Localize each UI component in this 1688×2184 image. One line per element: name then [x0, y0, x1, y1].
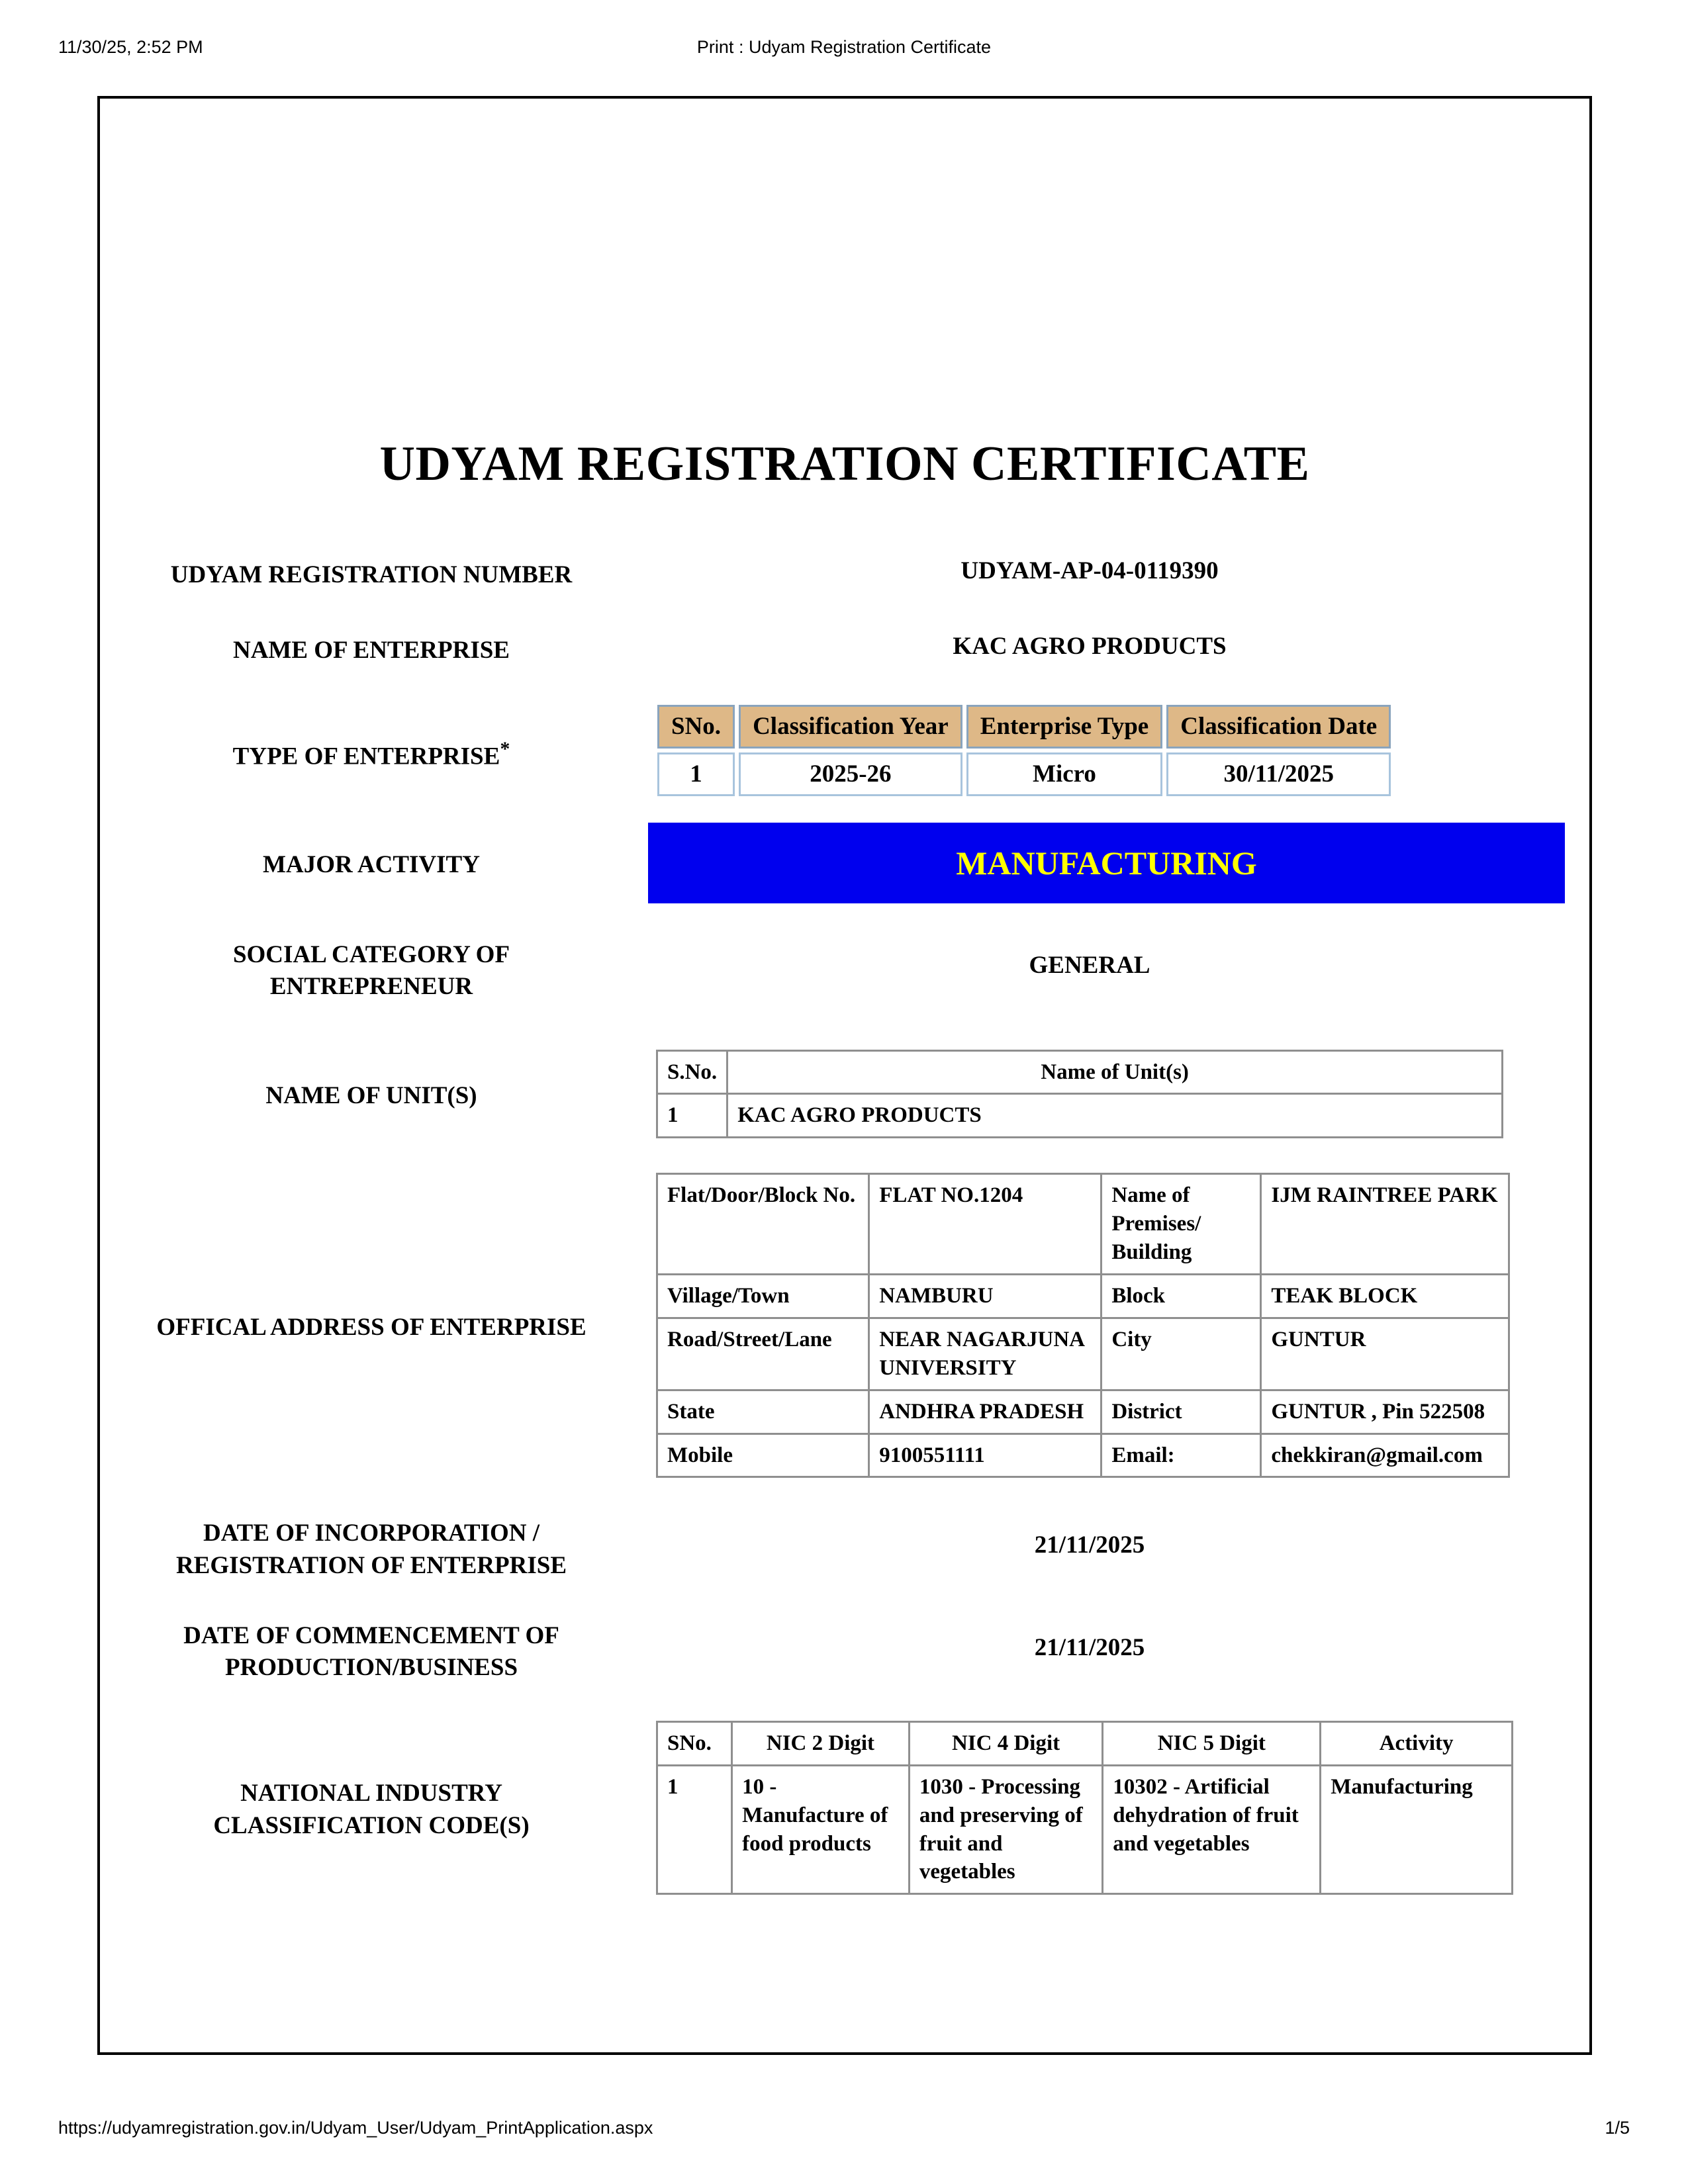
- label-date-of-commencement: [100, 1616, 643, 1684]
- table-row: [657, 1433, 1509, 1477]
- addr-key-block: Block: [1102, 1275, 1261, 1318]
- col-nic-sno: SNo.: [657, 1721, 732, 1765]
- print-footer-url[interactable]: https://udyamregistration.gov.in/Udyam_User/Udyam_PrintApplication.aspx: [58, 2118, 653, 2138]
- addr-val-state: ANDHRA PRADESH: [869, 1390, 1102, 1433]
- units-table: [656, 1050, 1503, 1139]
- col-nic-5-digit: NIC 5 Digit: [1103, 1721, 1321, 1765]
- addr-val-mobile: 9100551111: [869, 1433, 1102, 1477]
- cell-nic-4-digit: 1030 - Processing and preserving of fruit and vegetables: [909, 1765, 1102, 1894]
- table-row: [657, 1765, 1513, 1894]
- col-enterprise-type: Enterprise Type: [966, 705, 1163, 749]
- value-major-activity-wrap: [643, 823, 1589, 903]
- addr-val-email: chekkiran@gmail.com: [1261, 1433, 1509, 1477]
- certificate-fields: [100, 555, 1589, 1895]
- addr-key-flat: Flat/Door/Block No.: [657, 1174, 869, 1275]
- label-social-category-line2: ENTREPRENEUR: [269, 973, 473, 1001]
- field-date-of-commencement: [100, 1616, 1589, 1684]
- page-title: UDYAM REGISTRATION CERTIFICATE: [379, 437, 1310, 491]
- cell-enterprise-type: Micro: [966, 752, 1163, 796]
- col-classification-year: Classification Year: [739, 705, 962, 749]
- addr-val-premises: IJM RAINTREE PARK: [1261, 1174, 1509, 1275]
- value-name-of-enterprise: KAC AGRO PRODUCTS: [953, 633, 1227, 660]
- label-type-of-enterprise: [100, 732, 643, 772]
- classification-table: [653, 701, 1395, 800]
- addr-key-district: District: [1102, 1390, 1261, 1433]
- cell-classification-year: 2025-26: [739, 752, 962, 796]
- label-name-of-units: NAME OF UNIT(S): [265, 1081, 477, 1109]
- label-official-address: OFFICAL ADDRESS OF ENTERPRISE: [156, 1313, 586, 1341]
- label-nic-codes-line2: CLASSIFICATION CODE(S): [213, 1811, 530, 1839]
- cell-unit-sno: 1: [657, 1094, 727, 1138]
- label-major-activity: MAJOR ACTIVITY: [263, 851, 480, 879]
- table-row: [657, 1094, 1503, 1138]
- cell-nic-sno: 1: [657, 1765, 732, 1894]
- label-date-of-commencement-line2: PRODUCTION/BUSINESS: [224, 1653, 518, 1681]
- col-nic-4-digit: NIC 4 Digit: [909, 1721, 1102, 1765]
- address-table: [656, 1173, 1510, 1478]
- col-nic-2-digit: NIC 2 Digit: [732, 1721, 910, 1765]
- cell-nic-5-digit: 10302 - Artificial dehydration of fruit and vegetables: [1103, 1765, 1321, 1894]
- addr-val-road: NEAR NAGARJUNA UNIVERSITY: [869, 1318, 1102, 1390]
- label-date-of-incorporation: [100, 1514, 643, 1581]
- label-social-category-line1: SOCIAL CATEGORY OF: [232, 941, 510, 969]
- addr-val-block: TEAK BLOCK: [1261, 1275, 1509, 1318]
- label-date-of-commencement-line1: DATE OF COMMENCEMENT OF: [183, 1621, 559, 1649]
- value-social-category: GENERAL: [1029, 952, 1150, 979]
- cell-sno: 1: [657, 752, 735, 796]
- col-sno: SNo.: [657, 705, 735, 749]
- table-row: [657, 752, 1391, 796]
- required-asterisk: *: [500, 737, 510, 760]
- addr-key-state: State: [657, 1390, 869, 1433]
- label-name-of-enterprise: NAME OF ENTERPRISE: [232, 637, 510, 664]
- col-classification-date: Classification Date: [1166, 705, 1391, 749]
- field-type-of-enterprise: [100, 704, 1589, 800]
- table-row: [657, 1318, 1509, 1390]
- value-date-of-incorporation: 21/11/2025: [1034, 1531, 1145, 1559]
- field-major-activity: [100, 823, 1589, 903]
- label-social-category: [100, 935, 643, 1003]
- table-row: [657, 1275, 1509, 1318]
- field-official-address: [100, 1173, 1589, 1478]
- value-nic-codes: [643, 1721, 1589, 1895]
- label-registration-number: UDYAM REGISTRATION NUMBER: [170, 561, 573, 588]
- label-type-of-enterprise-text: TYPE OF ENTERPRISE: [232, 742, 500, 770]
- field-registration-number: [100, 555, 1589, 591]
- table-row: [657, 1390, 1509, 1433]
- col-unit-sno: S.No.: [657, 1050, 727, 1094]
- certificate-page: [97, 96, 1592, 2055]
- table-header-row: [657, 1050, 1503, 1094]
- cell-nic-activity: Manufacturing: [1321, 1765, 1513, 1894]
- field-name-of-units: [100, 1050, 1589, 1139]
- value-date-of-commencement: 21/11/2025: [1034, 1633, 1145, 1661]
- nic-table: [656, 1721, 1513, 1895]
- table-header-row: [657, 705, 1391, 749]
- addr-key-email: Email:: [1102, 1433, 1261, 1477]
- print-header: [0, 37, 1688, 64]
- addr-val-city: GUNTUR: [1261, 1318, 1509, 1390]
- addr-key-mobile: Mobile: [657, 1433, 869, 1477]
- field-name-of-enterprise: [100, 631, 1589, 666]
- table-row: [657, 1174, 1509, 1275]
- addr-val-flat: FLAT NO.1204: [869, 1174, 1102, 1275]
- cell-classification-date: 30/11/2025: [1166, 752, 1391, 796]
- print-timestamp: 11/30/25, 2:52 PM: [58, 37, 203, 57]
- field-social-category: [100, 935, 1589, 1003]
- addr-val-village: NAMBURU: [869, 1275, 1102, 1318]
- major-activity-banner: MANUFACTURING: [648, 823, 1565, 903]
- addr-key-village: Village/Town: [657, 1275, 869, 1318]
- value-registration-number: UDYAM-AP-04-0119390: [961, 557, 1219, 584]
- label-nic-codes: [100, 1774, 643, 1841]
- print-footer-page: 1/5: [1605, 2118, 1630, 2138]
- label-date-of-incorporation-line1: DATE OF INCORPORATION /: [203, 1520, 540, 1547]
- label-nic-codes-line1: NATIONAL INDUSTRY: [240, 1780, 502, 1807]
- value-name-of-units: [643, 1050, 1589, 1139]
- table-header-row: [657, 1721, 1513, 1765]
- print-footer: [0, 2118, 1688, 2144]
- addr-key-premises: Name of Premises/ Building: [1102, 1174, 1261, 1275]
- cell-unit-name: KAC AGRO PRODUCTS: [727, 1094, 1503, 1138]
- addr-key-city: City: [1102, 1318, 1261, 1390]
- addr-key-road: Road/Street/Lane: [657, 1318, 869, 1390]
- print-doc-title: Print : Udyam Registration Certificate: [696, 37, 992, 57]
- col-nic-activity: Activity: [1321, 1721, 1513, 1765]
- value-official-address: [643, 1173, 1589, 1478]
- col-unit-name: Name of Unit(s): [727, 1050, 1503, 1094]
- field-nic-codes: [100, 1721, 1589, 1895]
- addr-val-district: GUNTUR , Pin 522508: [1261, 1390, 1509, 1433]
- field-date-of-incorporation: [100, 1514, 1589, 1581]
- cell-nic-2-digit: 10 - Manufacture of food products: [732, 1765, 910, 1894]
- label-date-of-incorporation-line2: REGISTRATION OF ENTERPRISE: [175, 1551, 567, 1579]
- value-type-of-enterprise: [643, 704, 1589, 800]
